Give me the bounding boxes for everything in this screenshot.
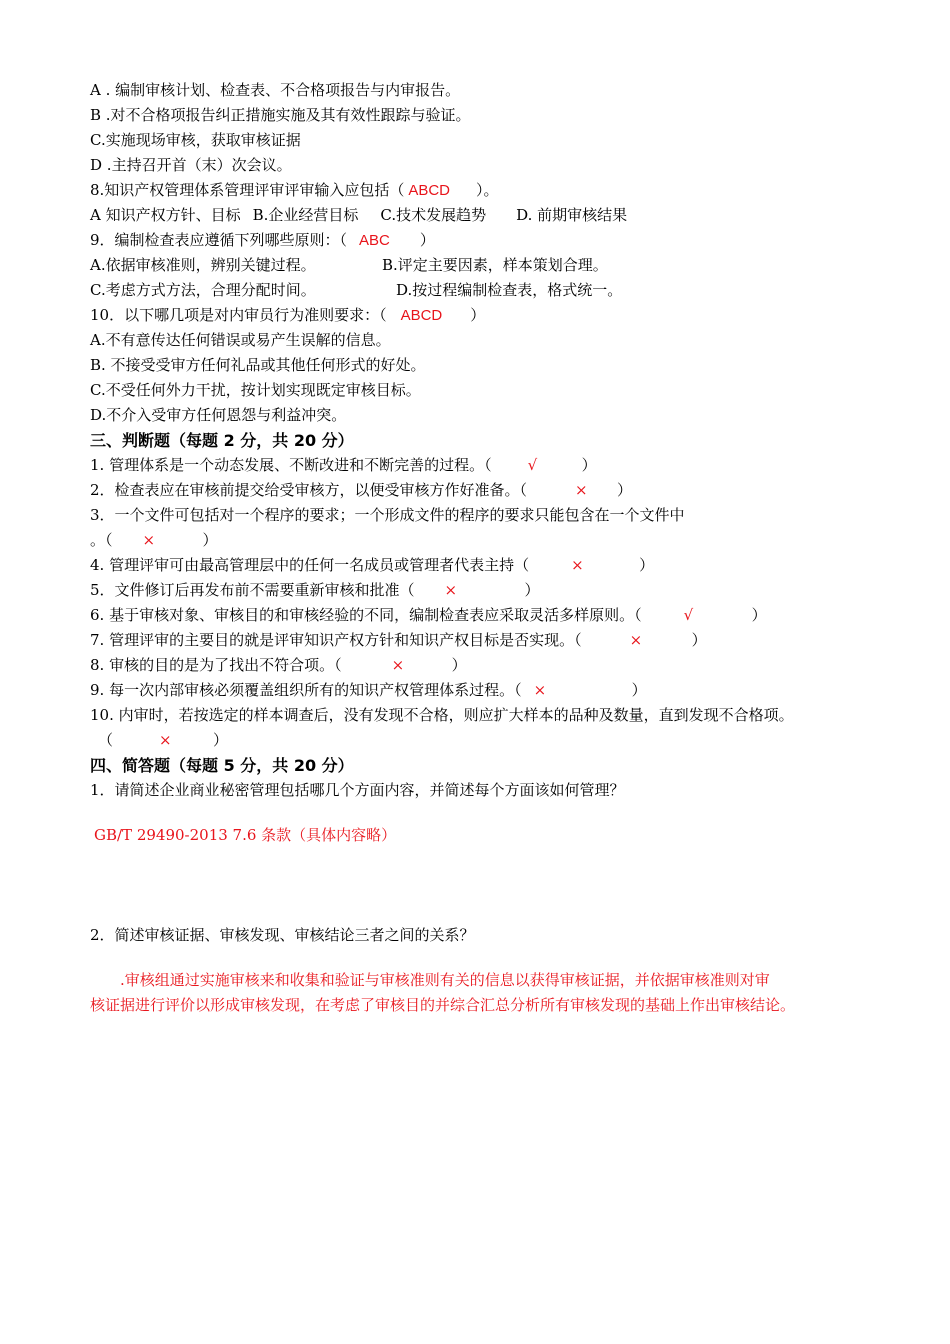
q8-option-c: C.技术发展趋势 (380, 206, 487, 224)
q10-option-d: D.不介入受审方任何恩怨与利益冲突。 (90, 406, 347, 424)
q9-option-d: D.按过程编制检查表，格式统一。 (396, 281, 623, 299)
q10-option-a: A.不有意传达任何错误或易产生误解的信息。 (90, 331, 391, 349)
q9-options-cd (90, 278, 880, 303)
q8-stem (90, 178, 880, 203)
tf-item-3 (90, 503, 880, 528)
tf-item-10 (90, 703, 880, 728)
tf-text: 8. 审核的目的是为了找出不符合项。（ (90, 656, 342, 674)
tf-item-1 (90, 453, 880, 478)
section3-title: 三、判断题（每题 2 分，共 20 分） (90, 431, 354, 450)
short-q1: 1．请简述企业商业秘密管理包括哪几个方面内容，并简述每个方面该如何管理？ (90, 781, 625, 799)
q7-option-c: C.实施现场审核，获取审核证据 (90, 131, 301, 149)
tf-text: 6. 基于审核对象、审核目的和审核经验的不同，编制检查表应采取灵活多样原则。（ (90, 606, 642, 624)
tf-item-5 (90, 578, 880, 603)
cross-mark: × (629, 631, 643, 649)
cross-mark: × (444, 581, 458, 599)
tf-item-8 (90, 653, 880, 678)
tf-text: 4. 管理评审可由最高管理层中的任何一名成员或管理者代表主持（ (90, 556, 530, 574)
tf-close: ） (213, 731, 229, 749)
short-a2-line1: .审核组通过实施审核来和收集和验证与审核准则有关的信息以获得审核证据，并依据审核准则对审 (120, 971, 770, 989)
cross-mark: × (159, 731, 172, 749)
tf-item-6 (90, 603, 880, 628)
short-a2-line2: 核证据进行评价以形成审核发现，在考虑了审核目的并综合汇总分析所有审核发现的基础上作出审核结论。 (90, 996, 796, 1014)
cross-mark: × (142, 531, 156, 549)
q7-option-b: B .对不合格项报告纠正措施实施及其有效性跟踪与验证。 (90, 106, 471, 124)
tf-item-7 (90, 628, 880, 653)
q9-option-a: A.依据审核准则，辨别关键过程。 (90, 256, 316, 274)
check-mark: √ (683, 606, 694, 624)
q9-close: ） (419, 231, 435, 249)
q8-option-a: A 知识产权方针、目标 (90, 206, 241, 224)
q10-stem-text: 10．以下哪几项是对内审员行为准则要求：（ (90, 306, 387, 324)
tf-text: 3．一个文件可包括对一个程序的要求；一个形成文件的程序的要求只能包含在一个文件中 (90, 506, 685, 524)
tf-item-2 (90, 478, 880, 503)
tf-text: 2．检查表应在审核前提交给受审核方，以便受审核方作好准备。（ (90, 481, 528, 499)
tf-text: 9. 每一次内部审核必须覆盖组织所有的知识产权管理体系过程。（ (90, 681, 522, 699)
tf-text: 1. 管理体系是一个动态发展、不断改进和不断完善的过程。（ (90, 456, 492, 474)
q10-stem (90, 303, 880, 328)
q10-close: ） (470, 306, 486, 324)
q10-option-c: C.不受任何外力干扰，按计划实现既定审核目标。 (90, 381, 421, 399)
tf-cont: 。（ (90, 531, 113, 549)
tf-item-3-cont (90, 528, 880, 553)
tf-cont: （ (98, 731, 114, 749)
q9-options-ab (90, 253, 880, 278)
q10-option-b: B. 不接受受审方任何礼品或其他任何形式的好处。 (90, 356, 426, 374)
tf-close: ） (691, 631, 707, 649)
tf-text: 7. 管理评审的主要目的就是评审知识产权方针和知识产权目标是否实现。（ (90, 631, 582, 649)
tf-text: 5．文件修订后再发布前不需要重新审核和批准（ (90, 581, 415, 599)
cross-mark: × (533, 681, 547, 699)
q7-option-a: A . 编制审核计划、检查表、不合格项报告与内审报告。 (90, 81, 461, 99)
tf-item-9 (90, 678, 880, 703)
tf-close: ） (639, 556, 655, 574)
tf-close: ） (751, 606, 767, 624)
exam-page (90, 78, 880, 1018)
cross-mark: × (575, 481, 588, 499)
tf-close: ） (581, 456, 597, 474)
q8-options (90, 203, 880, 228)
tf-close: ） (451, 656, 467, 674)
short-a1: GB/T 29490-2013 7.6 条款（具体内容略） (94, 826, 397, 844)
q8-stem-text: 8.知识产权管理体系管理评审评审输入应包括（ (90, 181, 405, 199)
tf-text: 10. 内审时，若按选定的样本调查后，没有发现不合格，则应扩大样本的品种及数量，直到发现不合格项。 (90, 706, 794, 724)
q10-answer: ABCD (400, 307, 443, 324)
short-q2: 2．简述审核证据、审核发现、审核结论三者之间的关系？ (90, 926, 475, 944)
tf-close: ） (524, 581, 540, 599)
q7-option-d: D .主持召开首（末）次会议。 (90, 156, 292, 174)
cross-mark: × (391, 656, 405, 674)
tf-item-10-cont (90, 728, 880, 753)
q8-close: ）。 (476, 181, 499, 199)
tf-close: ） (631, 681, 647, 699)
q8-answer: ABCD (408, 182, 451, 199)
tf-close: ） (617, 481, 633, 499)
q9-stem (90, 228, 880, 253)
tf-item-4 (90, 553, 880, 578)
q8-option-b: B.企业经营目标 (252, 206, 359, 224)
q8-option-d: D. 前期审核结果 (516, 206, 628, 224)
q9-answer: ABC (359, 232, 390, 249)
q9-option-c: C.考虑方式方法，合理分配时间。 (90, 281, 316, 299)
q9-stem-text: 9．编制检查表应遵循下列哪些原则：（ (90, 231, 348, 249)
check-mark: √ (527, 456, 538, 474)
cross-mark: × (571, 556, 584, 574)
q9-option-b: B.评定主要因素，样本策划合理。 (382, 256, 608, 274)
section4-title: 四、简答题（每题 5 分，共 20 分） (90, 756, 354, 775)
tf-close: ） (202, 531, 218, 549)
